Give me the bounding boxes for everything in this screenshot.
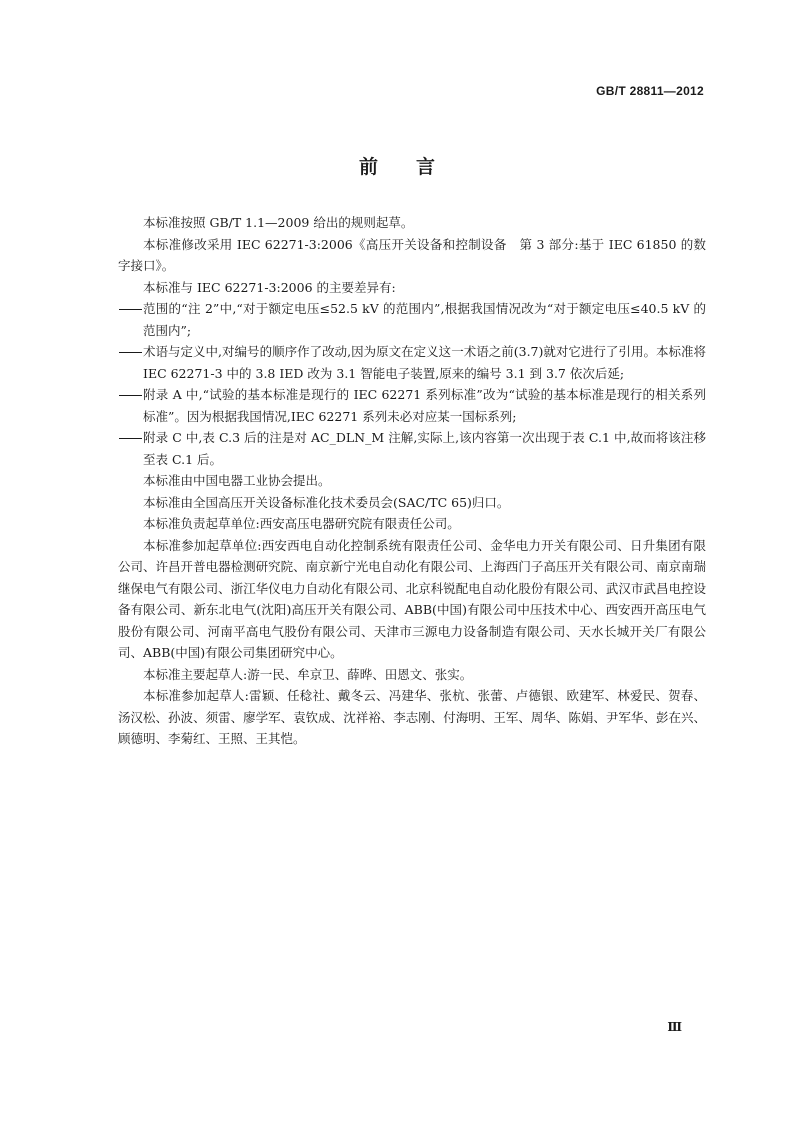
difference-item (118, 384, 706, 427)
paragraph-proposer: 本标准由中国电器工业协会提出。 (143, 473, 331, 488)
difference-text: 术语与定义中,对编号的顺序作了改动,因为原文在定义这一术语之前(3.7)就对它进行了引用。本标准将 IEC 62271-3 中的 3.8 IED 改为 3.1 智能电子装置,原来的编号 3.1 到 3.7 依次后延; (143, 344, 706, 381)
paragraph-participating-drafters: 本标准参加起草人:雷颖、任稔社、戴冬云、冯建华、张杭、张蕾、卢德银、欧建军、林爱民、贺春、汤汉松、孙波、须雷、廖学军、袁钦成、沈祥裕、李志刚、付海明、王军、周华、陈娟、尹军华、彭在兴、顾德明、李菊红、王照、王其恺。 (118, 688, 706, 746)
difference-text: 附录 A 中,“试验的基本标准是现行的 IEC 62271 系列标准”改为“试验的基本标准是现行的相关系列标准”。因为根据我国情况,IEC 62271 系列未必对应某一国标系列; (143, 387, 706, 424)
document-body (118, 212, 706, 750)
paragraph-drafting-rules: 本标准按照 GB/T 1.1—2009 给出的规则起草。 (143, 215, 414, 230)
paragraph-participating-units: 本标准参加起草单位:西安西电自动化控制系统有限责任公司、金华电力开关有限公司、日升集团有限公司、许昌开普电器检测研究院、南京新宁光电自动化有限公司、上海西门子高压开关有限公司、南京南瑞继保电气有限公司、浙江华仪电力自动化有限公司、北京科锐配电自动化股份有限公司、武汉市武昌电控设备有限公司、新东北电气(沈阳)高压开关有限公司、ABB(中国)有限公司中压技术中心、西安西开高压电气股份有限公司、河南平高电气股份有限公司、天津市三源电力设备制造有限公司、天水长城开关厂有限公司、ABB(中国)有限公司集团研究中心。 (118, 537, 706, 660)
standard-code: GB/T 28811—2012 (596, 84, 704, 98)
difference-text: 附录 C 中,表 C.3 后的注是对 AC_DLN_M 注解,实际上,该内容第一次出现于表 C.1 中,故而将该注移至表 C.1 后。 (143, 430, 706, 467)
difference-text: 范围的“注 2”中,“对于额定电压≤52.5 kV 的范围内”,根据我国情况改为“对于额定电压≤40.5 kV 的范围内”; (143, 301, 706, 338)
page-number: Ⅲ (667, 1020, 682, 1034)
paragraph-committee: 本标准由全国高压开关设备标准化技术委员会(SAC/TC 65)归口。 (143, 494, 510, 510)
paragraph-differences-intro: 本标准与 IEC 62271-3:2006 的主要差异有: (143, 279, 396, 295)
paragraph-main-drafters: 本标准主要起草人:游一民、牟京卫、薛晔、田恩文、张实。 (143, 666, 473, 682)
paragraph-lead-drafter: 本标准负责起草单位:西安高压电器研究院有限责任公司。 (143, 516, 460, 531)
paragraph-adoption: 本标准修改采用 IEC 62271-3:2006《高压开关设备和控制设备 第 3 部分:基于 IEC 61850 的数字接口》。 (118, 236, 706, 273)
page-title: 前言 (358, 156, 473, 178)
difference-item (118, 341, 706, 384)
difference-item (118, 298, 706, 341)
difference-item (118, 427, 706, 470)
